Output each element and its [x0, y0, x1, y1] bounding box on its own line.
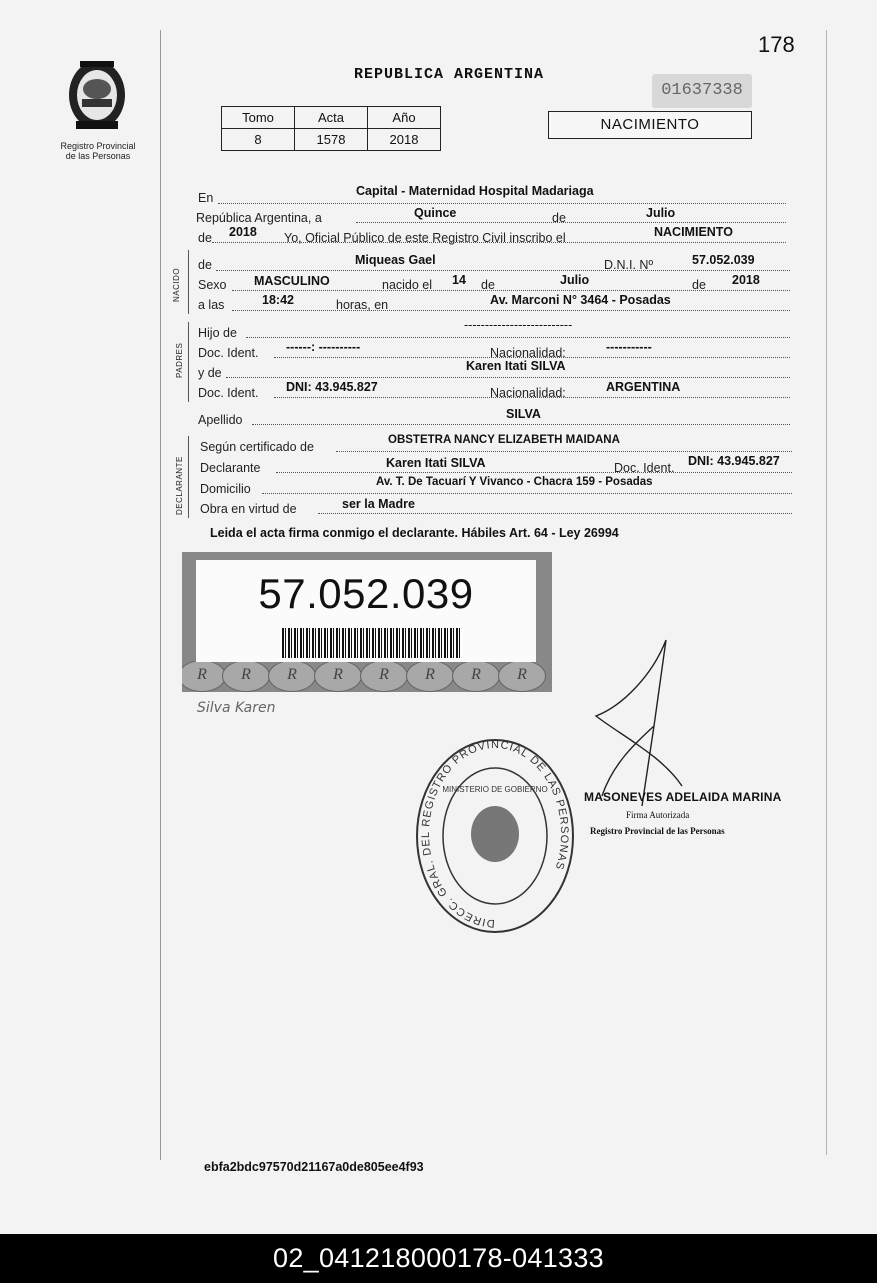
sticker-coin: R — [182, 660, 226, 692]
birth-de-label: de — [481, 278, 495, 292]
value-tomo: 8 — [222, 129, 295, 151]
sexo-label: Sexo — [198, 278, 227, 292]
republica-label: República Argentina, a — [196, 211, 322, 225]
signatory-role: Firma Autorizada — [626, 810, 690, 820]
signatory-office: Registro Provincial de las Personas — [590, 826, 725, 836]
declarant-doc: DNI: 43.945.827 — [688, 454, 780, 468]
section-label-declarante: DECLARANTE — [175, 456, 184, 515]
obra-value: ser la Madre — [342, 497, 415, 511]
father-name: -------------------------- — [464, 318, 573, 332]
record-year: 2018 — [229, 225, 257, 239]
certificate-issuer: OBSTETRA NANCY ELIZABETH MAIDANA — [388, 434, 620, 446]
father-doc-label: Doc. Ident. — [198, 346, 259, 360]
sticker-label — [196, 560, 536, 662]
child-dni: 57.052.039 — [692, 253, 755, 267]
footer-document-id: 02_041218000178-041333 — [0, 1234, 877, 1283]
registry-caption-line1: Registro Provincial — [60, 141, 136, 151]
sticker-coin: R — [360, 660, 408, 692]
en-label: En — [198, 191, 214, 205]
place-of-record: Capital - Maternidad Hospital Madariaga — [356, 184, 594, 198]
sticker-coin: R — [452, 660, 500, 692]
registry-caption-line2: de las Personas — [65, 151, 131, 161]
record-day: Quince — [414, 206, 457, 220]
yde-label: y de — [198, 366, 222, 380]
horas-label: horas, en — [336, 298, 389, 312]
act-type-box: NACIMIENTO — [548, 111, 752, 139]
value-acta: 1578 — [295, 129, 368, 151]
section-divider — [188, 436, 189, 518]
dni-sticker — [182, 552, 552, 692]
sticker-dni-number: 57.052.039 — [258, 570, 474, 617]
sticker-coin: R — [406, 660, 454, 692]
province-seal-logo — [62, 55, 132, 135]
birth-de-label2: de — [692, 278, 706, 292]
de2-label: de — [198, 231, 212, 245]
sticker-coin: R — [268, 660, 316, 692]
cert-label: Según certificado de — [200, 440, 314, 454]
declarant-address: Av. T. De Tacuarí Y Vivanco - Chacra 159 - Posadas — [376, 476, 653, 488]
handwritten-name: Silva Karen — [197, 700, 276, 716]
mother-nationality: ARGENTINA — [606, 380, 681, 394]
header-tomo: Tomo — [222, 107, 295, 129]
page-left-edge — [160, 30, 161, 1160]
registry-table — [221, 106, 441, 151]
father-doc: ------: ---------- — [286, 340, 361, 354]
declarant-doc-label: Doc. Ident. — [614, 461, 675, 475]
official-stamp — [414, 736, 576, 936]
header-acta: Acta — [295, 107, 368, 129]
document-title: REPUBLICA ARGENTINA — [354, 66, 545, 83]
dotted-line — [336, 451, 792, 452]
mother-name: Karen Itati SILVA — [466, 359, 566, 373]
official-label: Yo, Oficial Público de este Registro Civil inscribo el — [284, 231, 566, 245]
nacido-de-label: de — [198, 258, 212, 272]
registry-table-value-row — [222, 129, 441, 151]
record-act: NACIMIENTO — [654, 225, 733, 239]
dotted-line — [262, 493, 792, 494]
dotted-line — [216, 270, 790, 271]
birth-month: Julio — [560, 273, 590, 287]
section-label-padres: PADRES — [175, 342, 184, 378]
sticker-coin: R — [314, 660, 362, 692]
surname: SILVA — [506, 407, 541, 421]
father-nationality: ----------- — [606, 340, 652, 354]
dotted-line — [218, 203, 786, 204]
stamp-text: DIRECC. GRAL. DEL REGISTRO PROVINCIAL DE LAS PERSONAS — [420, 738, 571, 930]
signatory-name: MASONEVES ADELAIDA MARINA — [584, 790, 782, 804]
mother-doc-label: Doc. Ident. — [198, 386, 259, 400]
mother-nac-label: Nacionalidad: — [490, 386, 566, 400]
document-hash: ebfa2bdc97570d21167a0de805ee4f93 — [204, 1160, 424, 1174]
dotted-line — [252, 424, 790, 425]
section-divider — [188, 322, 189, 402]
dotted-line — [232, 310, 790, 311]
registry-table-header-row — [222, 107, 441, 129]
nacido-el-label: nacido el — [382, 278, 433, 292]
dotted-line — [232, 290, 790, 291]
section-divider — [188, 250, 189, 314]
dotted-line — [246, 337, 790, 338]
barcode — [282, 628, 462, 658]
birth-year: 2018 — [732, 273, 760, 287]
apellido-label: Apellido — [198, 413, 243, 427]
child-name: Miqueas Gael — [355, 253, 436, 267]
value-ano: 2018 — [368, 129, 441, 151]
registry-caption — [50, 141, 146, 161]
birth-time: 18:42 — [262, 293, 294, 307]
serial-number: 01637338 — [652, 74, 752, 108]
stamp-inner-text: MINISTERIO DE GOBIERNO — [442, 785, 548, 794]
obra-label: Obra en virtud de — [200, 502, 297, 516]
dni-label: D.N.I. Nº — [604, 258, 654, 272]
dotted-line — [356, 222, 786, 223]
birth-place: Av. Marconi N° 3464 - Posadas — [490, 293, 671, 307]
sticker-coin: R — [222, 660, 270, 692]
hijo-label: Hijo de — [198, 326, 237, 340]
mother-doc: DNI: 43.945.827 — [286, 380, 378, 394]
child-sex: MASCULINO — [254, 274, 330, 288]
closing-statement: Leida el acta firma conmigo el declarante. Hábiles Art. 64 - Ley 26994 — [210, 526, 619, 540]
de-label: de — [552, 211, 566, 225]
header-ano: Año — [368, 107, 441, 129]
dotted-line — [226, 377, 790, 378]
domicilio-label: Domicilio — [200, 482, 251, 496]
dotted-line — [276, 472, 792, 473]
father-nac-label: Nacionalidad: — [490, 346, 566, 360]
page-number: 178 — [758, 32, 795, 57]
dotted-line — [318, 513, 792, 514]
sticker-coin: R — [498, 660, 546, 692]
declarante-label: Declarante — [200, 461, 261, 475]
alas-label: a las — [198, 298, 225, 312]
page-right-edge — [826, 30, 827, 1155]
record-month: Julio — [646, 206, 676, 220]
declarant-name: Karen Itati SILVA — [386, 456, 486, 470]
section-label-nacido: NACIDO — [172, 267, 181, 302]
birth-day: 14 — [452, 273, 466, 287]
